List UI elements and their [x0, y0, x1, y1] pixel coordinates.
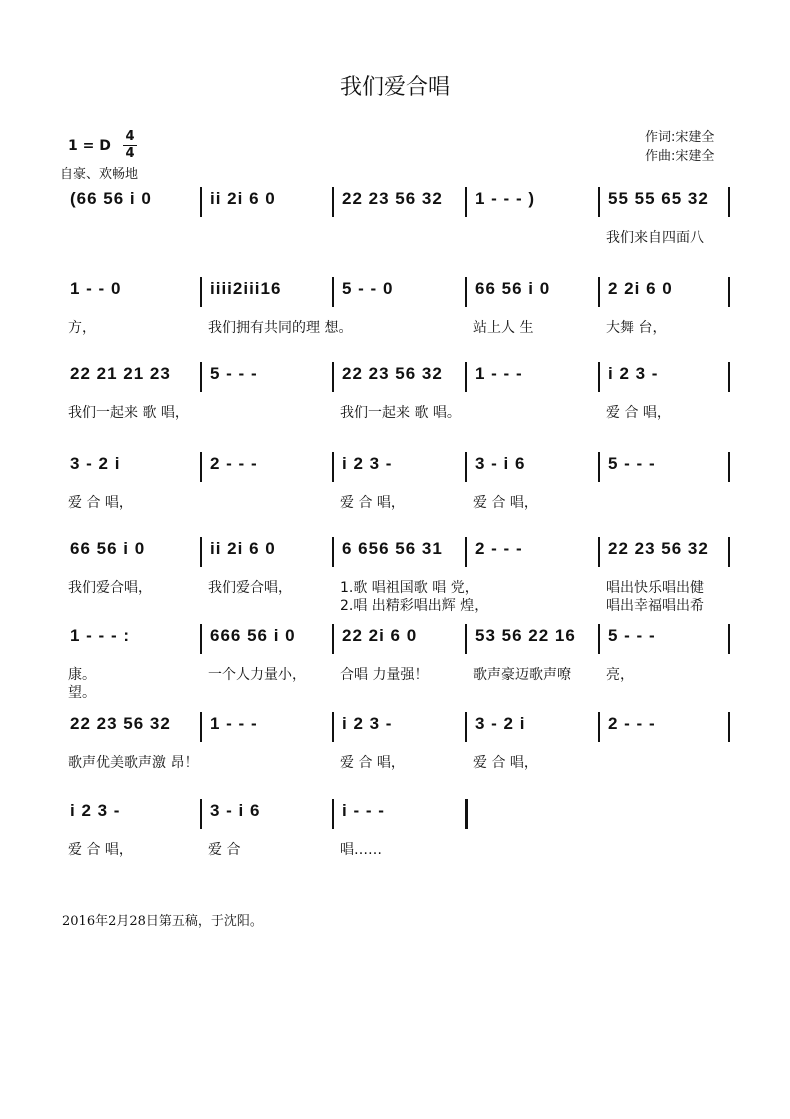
lyric-line: 我们爱合唱，: [208, 580, 292, 596]
measure-notes: 1 - - 0: [70, 279, 122, 298]
bar-line: [728, 537, 730, 567]
measure-notes: (66 56 i 0: [70, 189, 152, 208]
measure-notes: i - - -: [342, 801, 385, 820]
lyric-line: 爱 合 唱，: [473, 755, 538, 771]
bar-line: [598, 277, 600, 307]
lyric-line: 唱……: [340, 842, 382, 858]
bar-line: [332, 799, 334, 829]
lyric-line: 爱 合 唱，: [68, 495, 133, 511]
bar-line: [598, 712, 600, 742]
lyric-line: 爱 合 唱，: [340, 755, 405, 771]
lyric-line: 康。: [68, 667, 96, 683]
measure-notes: 3 - i 6: [210, 801, 261, 820]
lyric-line: 大舞 台，: [606, 320, 667, 336]
bar-line: [200, 712, 202, 742]
measure-notes: i 2 3 -: [70, 801, 121, 820]
lyric-line: 爱 合: [208, 842, 241, 858]
time-sig-bottom: 4: [125, 146, 135, 161]
staff-row: [60, 535, 740, 614]
measure-notes: 22 23 56 32: [342, 364, 443, 383]
bar-line: [200, 362, 202, 392]
lyric-line: 亮，: [606, 667, 634, 683]
lyric-line: 爱 合 唱，: [606, 405, 671, 421]
bar-line: [598, 187, 600, 217]
bar-line: [598, 624, 600, 654]
lyric-line: 方，: [68, 320, 96, 336]
measure-notes: 6 656 56 31: [342, 539, 443, 558]
lyric-line: 唱出快乐唱出健: [606, 580, 704, 596]
bar-line: [200, 537, 202, 567]
measure-notes: ii 2i 6 0: [210, 189, 276, 208]
staff-row: [60, 797, 740, 858]
bar-line: [200, 187, 202, 217]
measure-notes: 3 - i 6: [475, 454, 526, 473]
bar-line: [332, 362, 334, 392]
key-signature: 1 = D: [68, 138, 111, 154]
measure-notes: 666 56 i 0: [210, 626, 296, 645]
lyric-line: 一个人力量小，: [208, 667, 306, 683]
staff-row: [60, 360, 740, 421]
lyric-line: 我们来自四面八: [606, 230, 704, 246]
staff-row: [60, 450, 740, 511]
staff-row: [60, 185, 740, 246]
bar-line: [728, 452, 730, 482]
measure-notes: 55 55 65 32: [608, 189, 709, 208]
bar-line: [465, 362, 467, 392]
bar-line: [728, 624, 730, 654]
bar-line: [332, 452, 334, 482]
measure-notes: 3 - 2 i: [70, 454, 121, 473]
bar-line: [598, 452, 600, 482]
measure-notes: 22 2i 6 0: [342, 626, 418, 645]
lyric-line: 爱 合 唱，: [340, 495, 405, 511]
final-bar-line: [465, 799, 468, 829]
measure-notes: 66 56 i 0: [475, 279, 551, 298]
bar-line: [728, 362, 730, 392]
measure-notes: 5 - - -: [608, 454, 656, 473]
composer: 作曲:宋建全: [645, 149, 715, 164]
bar-line: [598, 537, 600, 567]
measure-notes: 22 23 56 32: [70, 714, 171, 733]
lyric-line: 合唱 力量强！: [340, 667, 429, 683]
lyricist: 作词:宋建全: [645, 130, 715, 145]
measure-notes: 22 23 56 32: [608, 539, 709, 558]
lyric-line: 我们拥有共同的理 想。: [208, 320, 353, 336]
bar-line: [332, 624, 334, 654]
measure-notes: 2 - - -: [475, 539, 523, 558]
bar-line: [200, 624, 202, 654]
time-sig-top: 4: [125, 129, 135, 144]
bar-line: [598, 362, 600, 392]
measure-notes: i 2 3 -: [608, 364, 659, 383]
bar-line: [728, 712, 730, 742]
measure-notes: 1 - - - :: [70, 626, 130, 645]
lyric-line: 爱 合 唱，: [68, 842, 133, 858]
bar-line: [200, 277, 202, 307]
measure-notes: 66 56 i 0: [70, 539, 146, 558]
measure-notes: iiii2iii16: [210, 279, 282, 298]
bar-line: [332, 187, 334, 217]
bar-line: [200, 799, 202, 829]
measure-notes: i 2 3 -: [342, 454, 393, 473]
bar-line: [200, 452, 202, 482]
bar-line: [465, 712, 467, 742]
lyric-line: 站上人 生: [473, 320, 534, 336]
measure-notes: 5 - - -: [210, 364, 258, 383]
bar-line: [728, 277, 730, 307]
bar-line: [332, 712, 334, 742]
measure-notes: 1 - - -: [210, 714, 258, 733]
time-signature: [123, 130, 137, 161]
bar-line: [465, 187, 467, 217]
staff-row: [60, 622, 740, 701]
lyric-line: 歌声豪迈歌声嘹: [473, 667, 571, 683]
bar-line: [465, 537, 467, 567]
staff-row: [60, 710, 740, 771]
measure-notes: 2 2i 6 0: [608, 279, 673, 298]
measure-notes: 5 - - 0: [342, 279, 394, 298]
measure-notes: i 2 3 -: [342, 714, 393, 733]
bar-line: [332, 537, 334, 567]
footer-note: 2016年2月28日第五稿，于沈阳。: [62, 914, 263, 929]
credits: [645, 128, 714, 166]
bar-line: [465, 452, 467, 482]
lyric-line-verse2: 望。: [68, 685, 96, 701]
lyric-line: 爱 合 唱，: [473, 495, 538, 511]
bar-line: [728, 187, 730, 217]
song-title: 我们爱合唱: [339, 75, 450, 100]
lyric-line: 我们一起来 歌 唱。: [340, 405, 461, 421]
measure-notes: 3 - 2 i: [475, 714, 526, 733]
measure-notes: 5 - - -: [608, 626, 656, 645]
bar-line: [332, 277, 334, 307]
measure-notes: 2 - - -: [608, 714, 656, 733]
measure-notes: 53 56 22 16: [475, 626, 576, 645]
measure-notes: ii 2i 6 0: [210, 539, 276, 558]
lyric-line-verse2: 唱出幸福唱出希: [606, 598, 704, 614]
lyric-line: 歌声优美歌声激 昂！: [68, 755, 199, 771]
lyric-line: 我们爱合唱，: [68, 580, 152, 596]
measure-notes: 22 21 21 23: [70, 364, 171, 383]
lyric-line-verse2: 2.唱 出精彩唱出辉 煌，: [340, 598, 489, 614]
bar-line: [465, 277, 467, 307]
measure-notes: 22 23 56 32: [342, 189, 443, 208]
lyric-line: 1.歌 唱祖国歌 唱 党，: [340, 580, 479, 596]
bar-line: [465, 624, 467, 654]
staff-row: [60, 275, 740, 336]
tempo-marking: 自豪、欢畅地: [60, 167, 139, 182]
measure-notes: 1 - - -: [475, 364, 523, 383]
measure-notes: 1 - - - ): [475, 189, 535, 208]
measure-notes: 2 - - -: [210, 454, 258, 473]
lyric-line: 我们一起来 歌 唱，: [68, 405, 189, 421]
